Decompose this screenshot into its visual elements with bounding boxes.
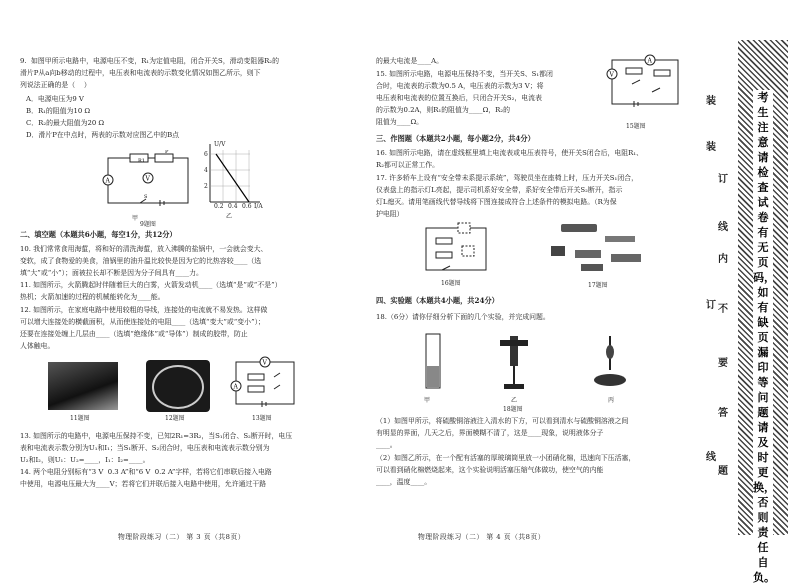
- right-page: [366, 0, 731, 561]
- fig15-caption: 15题图: [626, 123, 646, 130]
- binding-char-2: 装: [706, 142, 716, 153]
- svg-text:R1: R1: [138, 158, 145, 164]
- svg-text:S: S: [144, 194, 148, 200]
- binding-char-6: 订: [706, 300, 716, 311]
- svg-text:A: A: [233, 383, 238, 391]
- fig18-piston-yi: [494, 330, 534, 392]
- fig18-yi-label: 乙: [511, 397, 518, 404]
- q9-option-d: D．滑片P在中点时，两表的示数对应图乙中的B点: [26, 131, 180, 139]
- q9-option-b: B．R₁的阻值为10 Ω: [26, 107, 91, 115]
- fig18-cylinder-jia: [418, 330, 448, 392]
- q9-option-a: A．电源电压为9 V: [26, 95, 84, 103]
- question-18: 18.（6分）请你仔细分析下面的几个实验，并完成问题。: [376, 313, 550, 321]
- question-15: 15. 如图所示电路，电源电压保持不变，当开关S、S₁都闭 合时，电流表的示数为0.5 A，电压表的示数为3 V；将 电压表和电流表的位置互换后，只闭合开关S₂，电流表 的示数为0.2A，则R₁的阻值为____Ω，R₂的 阻值为____Ω。: [376, 70, 553, 126]
- fig9-x-tick-2: 0.4: [228, 203, 238, 210]
- fig17-caption: 17题图: [588, 282, 608, 289]
- fig16-circuit-diagram: [418, 220, 494, 276]
- fig9-x-tick-3: 0.6: [242, 203, 252, 210]
- fig16-caption: 16题图: [441, 280, 461, 287]
- section-2-heading: 二、填空题（本题共6小题，每空1分，共12分）: [20, 230, 177, 239]
- fig18-burner-bing: [588, 330, 632, 392]
- left-page-footer: 物理阶段练习（二） 第 3 页（共8页）: [118, 533, 246, 541]
- fig18-bing-label: 丙: [608, 397, 615, 404]
- fig9-graph: [200, 140, 262, 212]
- fig9-circuit-diagram: [100, 150, 195, 212]
- svg-text:P: P: [165, 150, 169, 155]
- question-9: 9. 如图甲所示电路中，电源电压不变，R₁为定值电阻，闭合开关S，滑动变阻器R₂的 滑片P从a向b移动的过程中，电压表和电流表的示数变化情况如图乙所示，则下 列说法正确的是（ ）: [20, 57, 279, 89]
- fig9-y-tick-6: 6: [204, 151, 208, 158]
- right-page-footer: 物理阶段练习（二） 第 4 页（共8页）: [418, 533, 546, 541]
- question-18-part-2: （2）如图乙所示，在一个配有活塞的厚玻璃筒里放一小团硝化棉，迅速向下压活塞， 可以看到硝化棉燃烧起来，这个实验说明活塞压缩气体做功，使空气的内能 ____，温度____。: [376, 454, 636, 486]
- fig9-x-unit: I/A: [254, 203, 263, 210]
- binding-char-8: 要: [718, 358, 728, 369]
- q9-option-c: C．R₂的最大阻值为20 Ω: [26, 119, 105, 127]
- fig9-jia-label: 甲: [132, 215, 139, 222]
- fig17-component-diagram: [541, 220, 651, 278]
- fig18-caption: 18题图: [503, 406, 523, 413]
- notice-text: 考生注意请检查试卷有无页码，如有缺页漏印等问题请及时更换，否则责任自负。: [753, 91, 775, 584]
- fig13-caption: 13题图: [252, 415, 272, 422]
- svg-text:V: V: [262, 359, 267, 367]
- binding-char-11: 题: [718, 466, 728, 477]
- binding-char-10: 线: [706, 452, 716, 463]
- svg-text:V: V: [609, 71, 614, 79]
- fig15-circuit-diagram: [604, 52, 684, 114]
- question-12: 12. 如图所示，在家庭电路中使用较粗的导线，连接处的电流就不易发热。这样做 可以增大连接处的横截面积，从而使连接处的电阻____（选填“变大”或“变小”）； 还要在连接处缠上几层由____（选填“绝缘体”或“导体”）制成的胶带，防止 人体触电。: [20, 306, 268, 350]
- fig9-y-axis-label: U/V: [214, 141, 226, 148]
- question-16: 16. 如图所示电路，请在虚线框里填上电流表或电压表符号，使开关S闭合后，电阻R₁、 R₂都可以正常工作。: [376, 149, 643, 169]
- fig9-x-tick-1: 0.2: [214, 203, 224, 210]
- binding-char-7: 不: [718, 304, 728, 315]
- question-17: 17. 许多轿车上设有“安全带未系提示系统”，驾驶员坐在座椅上时，压力开关S₁闭合， 仪表盘上的指示灯L亮起，提示司机系好安全带，系好安全带后开关S₂断开，指示 灯L熄灭。请用笔画线代替导线将下图连接成符合上述条件的模拟电路。（R为保 护电阻）: [376, 174, 638, 218]
- binding-char-3: 订: [718, 174, 728, 185]
- section-4-heading: 四、实验题（本题共4小题，共24分）: [376, 296, 499, 305]
- left-page: [0, 0, 366, 561]
- section-3-heading: 三、作图题（本题共2小题，每小题2分，共4分）: [376, 134, 535, 143]
- fig12-caption: 12题图: [165, 415, 185, 422]
- fig9-y-tick-4: 4: [204, 167, 208, 174]
- svg-text:V: V: [145, 175, 150, 183]
- fig13-circuit-diagram: [228, 352, 302, 412]
- fig9-caption: 9题图: [140, 221, 156, 228]
- question-10: 10. 我们常常食用海蜇，将和好的清洗海蜇，放入沸腾的盐锅中，一会就会变大、 变软，成了食物爱的美食，油锅里的油升温比较快是因为它的比热容较____（选 填“大”或“小”）；面被拉长却不断是因为分子间具有____力。: [20, 245, 268, 277]
- binding-char-5: 内: [718, 254, 728, 265]
- fig11-rocket-photo: [48, 362, 118, 410]
- binding-char-1: 装: [706, 96, 716, 107]
- svg-text:A: A: [647, 57, 652, 65]
- question-13: 13. 如图所示的电路中，电源电压保持不变，已知2R₁=3R₂，当S₁闭合、S₂断开时，电压 表和电流表示数分别为U₁和I₁；当S₁断开、S₂闭合时，电压表和电流表示数分别为 U₂和I₂，则U₁：U₂=____，I₁：I₂=____。: [20, 432, 293, 464]
- question-14-continued: 的最大电流是____A。: [376, 57, 443, 65]
- question-11: 11. 如图所示，火箭腾起时伴随着巨大的白雾，火箭发动机____（选填“是”或“不是”） 热机；火箭加速的过程的机械能转化为____能。: [20, 281, 282, 301]
- fig9-yi-label: 乙: [226, 213, 233, 220]
- binding-char-9: 答: [718, 408, 728, 419]
- fig9-y-tick-2: 2: [204, 183, 208, 190]
- fig12-wire-photo: [146, 360, 210, 412]
- fig11-caption: 11题图: [70, 415, 90, 422]
- binding-char-4: 线: [718, 222, 728, 233]
- question-18-part-1: （1）如图甲所示，将硫酸铜溶液注入清水的下方，可以看到清水与硫酸铜溶液之间 有明显的界面，几天之后，界面模糊不清了，这是____现象，说明液体分子 ____。: [376, 417, 629, 449]
- fig18-jia-label: 甲: [424, 397, 431, 404]
- question-14: 14. 两个电阻分别标有“3 V 0.3 A”和“6 V 0.2 A”字样，若将它们串联后接入电路 中使用，电源电压最大为____V；若将它们并联后接入电路中使用，允许通过干路: [20, 468, 272, 488]
- svg-text:A: A: [105, 177, 110, 185]
